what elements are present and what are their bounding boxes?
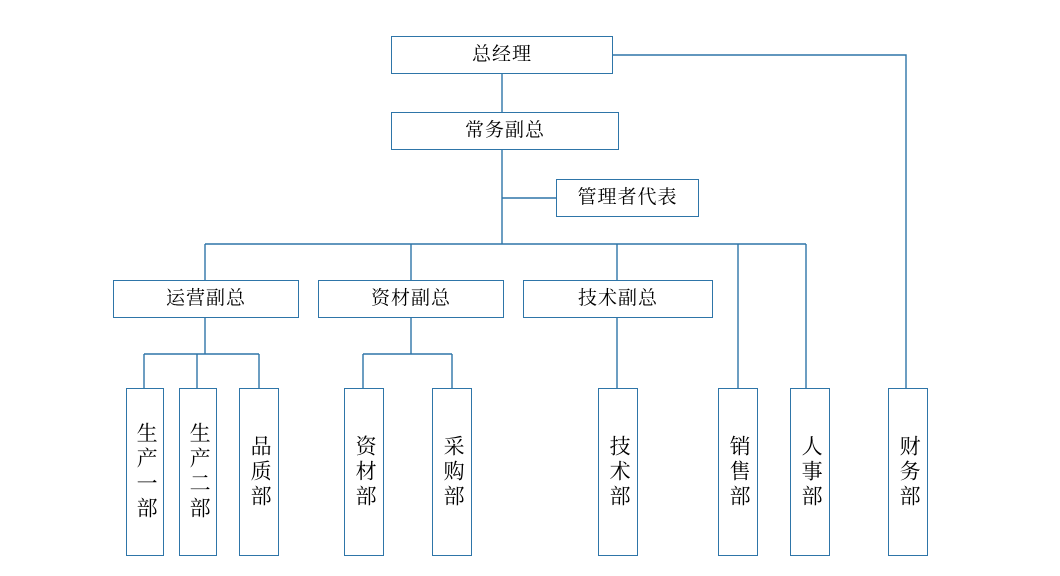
node-prod_2[interactable]: 生产二部 [179, 388, 217, 556]
node-prod_1[interactable]: 生产一部 [126, 388, 164, 556]
node-tech_dept[interactable]: 技术部 [598, 388, 638, 556]
node-finance[interactable]: 财务部 [888, 388, 928, 556]
node-material_dept[interactable]: 资材部 [344, 388, 384, 556]
node-mgmt_rep[interactable]: 管理者代表 [556, 179, 699, 217]
node-quality[interactable]: 品质部 [239, 388, 279, 556]
node-ops_vp[interactable]: 运营副总 [113, 280, 299, 318]
node-sales[interactable]: 销售部 [718, 388, 758, 556]
node-exec_vp[interactable]: 常务副总 [391, 112, 619, 150]
node-purchase[interactable]: 采购部 [432, 388, 472, 556]
node-tech_vp[interactable]: 技术副总 [523, 280, 713, 318]
node-gm[interactable]: 总经理 [391, 36, 613, 74]
gm-to-finance [613, 55, 906, 388]
node-hr[interactable]: 人事部 [790, 388, 830, 556]
node-material_vp[interactable]: 资材副总 [318, 280, 504, 318]
